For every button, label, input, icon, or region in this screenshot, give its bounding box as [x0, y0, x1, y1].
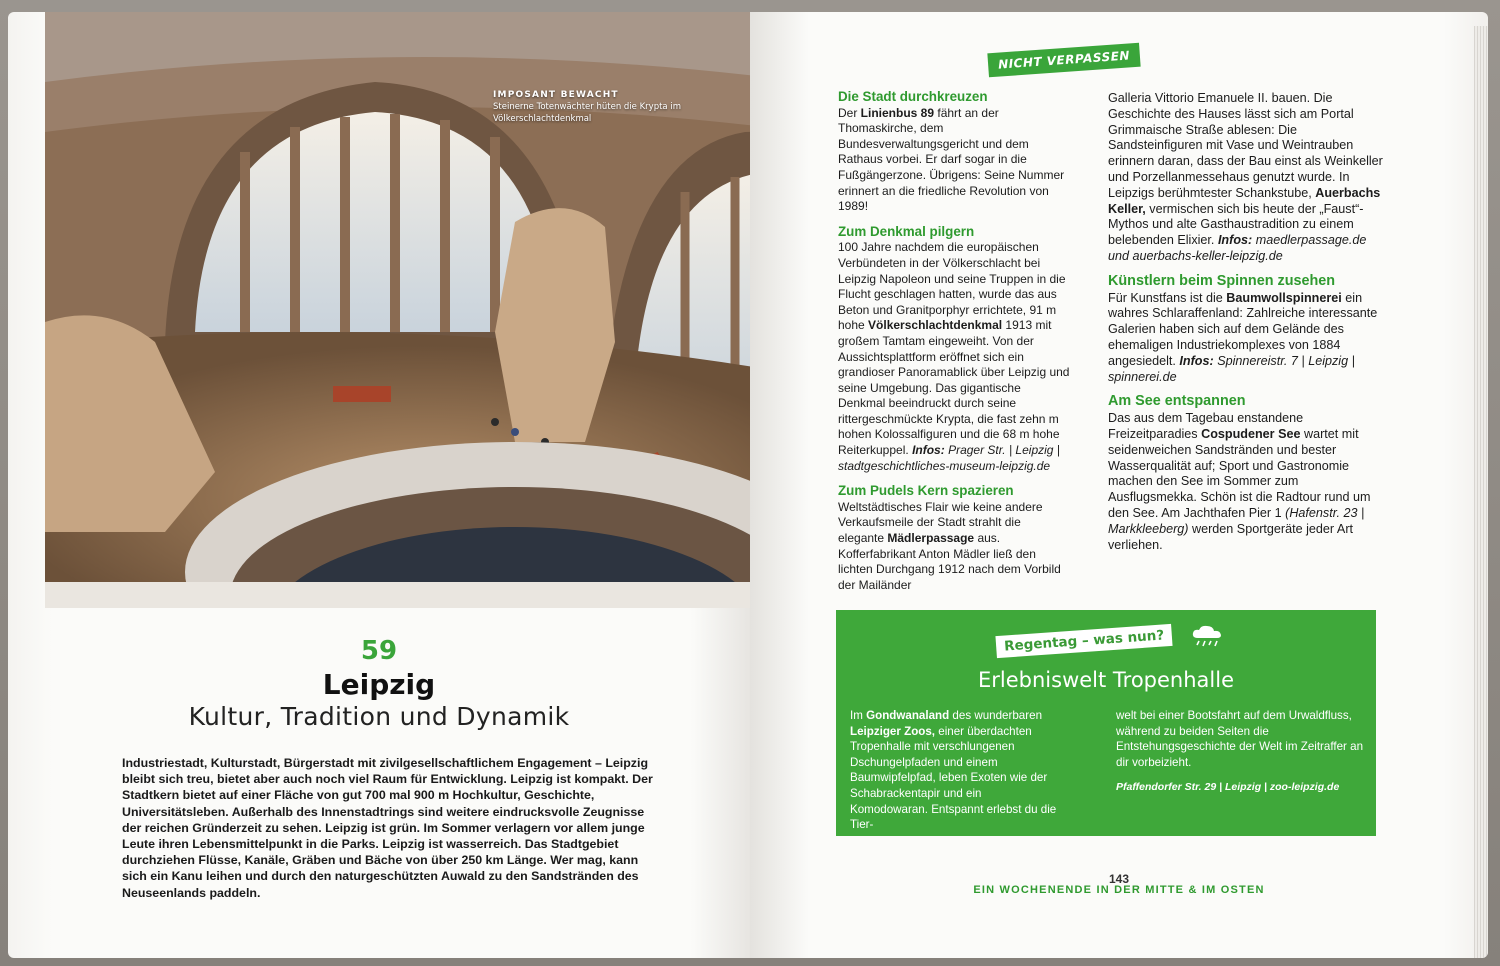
section-body: Galleria Vittorio Emanuele II. bauen. Die Geschichte des Hauses lässt sich am Portal Grimmaische Straße ablesen: Die Sandsteinfiguren mit Vase und Weintrauben erinnern daran, dass der Bau einst als Weinkeller und Porzellanmessehaus genutzt wurde. In Leipzigs berühmtester Schankstube, Auerbachs Keller, vermischen sich bis heute der „Faust“-Mythos und alte Gasthaustradition zu einem belebenden Elixier. Infos: maedlerpassage.de und auerbachs-keller-leipzig.de: [1108, 91, 1383, 263]
city-subtitle: Kultur, Tradition und Dynamik: [188, 702, 570, 731]
caption-text: Steinerne Totenwächter hüten die Krypta im Völkerschlachtdenkmal: [493, 102, 681, 124]
chapter-footer: EIN WOCHENENDE IN DER MITTE & IM OSTEN: [973, 884, 1265, 896]
section-passage-continued: [1108, 91, 1386, 265]
left-page: [8, 12, 750, 958]
section-heading: Künstlern beim Spinnen zusehen: [1108, 272, 1336, 289]
city-title: Leipzig: [322, 668, 436, 701]
intro-text: Industriestadt, Kulturstadt, Bürgerstadt mit zivilgesellschaftlichem Engagement – Leipzig bleibt sich treu, bietet aber auch noch viel Raum für Entwicklung. Leipzig ist kompakt. Der Stadtkern bietet auf einer Fläche von gut 700 mal 900 m Hochkultur, Geschichte, Universitätsleben. Außerhalb des Innenstadtrings sind weitere eindrucksvolle Zeugnisse der reichen Gründerzeit zu sehen. Leipzig ist grün. Im Sommer verlagern vor allem junge Leute ihren Lebensmittelpunkt in die Parks. Leipzig ist wasserreich. Das Stadtgebiet durchziehen Flüsse, Kanäle, Gräben und Bäche von über 250 km Länge. Wer mag, kann sich ein Kanu leihen und durch den naturgeschützten Auwald zu den Sandstränden des Neuseenlands paddeln.: [122, 756, 653, 900]
rain-cloud-icon: [1190, 624, 1224, 650]
section-monument: [838, 224, 1070, 475]
section-heading: Zum Pudels Kern spazieren: [838, 483, 1014, 499]
monument-photo: [45, 12, 750, 608]
rainy-day-text-left: Im Gondwanaland des wunderbaren Leipziger Zoos, einer überdachten Tropenhalle mit verschlungenen Dschungelpfaden und einem Baumwipfelpfad, leben Exoten wie der Schabrackentapir und ein Komodowaran. Entspannt erlebst du die Tier-: [850, 709, 1057, 832]
rainy-day-box: [836, 610, 1376, 836]
rainy-day-title: Erlebniswelt Tropenhalle: [978, 668, 1234, 692]
rainy-day-info: Pfaffendorfer Str. 29 | Leipzig | zoo-leipzig.de: [1116, 781, 1340, 794]
section-passage: [838, 483, 1070, 593]
section-lake: [1108, 394, 1386, 553]
text-column-left: [838, 89, 1070, 602]
page-edges: [1474, 26, 1488, 958]
photo-caption: [493, 90, 693, 125]
chapter-number: 59: [360, 636, 398, 666]
section-heading: Zum Denkmal pilgern: [838, 223, 975, 239]
rainy-day-label: Regentag – was nun?: [995, 624, 1172, 658]
section-body: Der Linienbus 89 fährt an der Thomaskirche, dem Bundesverwaltungsgericht und dem Rathaus vorbei. Er darf sogar in die Fußgängerzone. Übrigens: Seine Nummer erinnert an die friedliche Revolution von 1989!: [838, 105, 1065, 214]
section-body: Das aus dem Tagebau enstandene Freizeitparadies Cospudener See wartet mit seidenweichen Sandstränden und bester Wasserqualität auf; Sport und Gastronomie machen den See im Sommer zum Ausflugsmekka. Schön ist die Radtour rund um den See. Am Jachthafen Pier 1 (Hafenstr. 23 | Markkleeberg) werden Sportgeräte jeder Art verliehen.: [1108, 411, 1371, 552]
section-heading: Am See entspannen: [1108, 393, 1246, 410]
section-body: Weltstädtisches Flair wie keine andere Verkaufsmeile der Stadt strahlt die elegante Mädlerpassage aus. Kofferfabrikant Anton Mädler ließ den lichten Durchgang 1912 nach dem Vorbild der Mailänder: [838, 499, 1061, 592]
section-bus: [838, 89, 1070, 215]
section-heading: Die Stadt durchkreuzen: [838, 89, 988, 104]
must-see-badge: NICHT VERPASSEN: [987, 43, 1140, 78]
caption-title: IMPOSANT BEWACHT: [493, 90, 619, 100]
text-column-right: [1108, 91, 1386, 562]
section-spinnerei: [1108, 274, 1386, 386]
page-number: 143: [1108, 872, 1130, 886]
right-page: [750, 12, 1488, 958]
section-body: 100 Jahre nachdem die europäischen Verbündeten in der Völkerschlacht bei Leipzig Napoleon und seine Truppen in die Flucht geschlagen hatten, wurde das aus Beton und Granitporphyr errichtete, 91 m hohe Völkerschlachtdenkmal 1913 mit großem Tamtam eingeweiht. Von der Aussichtsplattform eröffnet sich ein grandioser Panoramablick über Leipzig und seine Umgebung. Das gigantische Denkmal beeindruckt durch seine rittergeschmückte Krypta, die fast zehn m hohen Kolossalfiguren und die 68 m hohe Reiterkuppel. Infos: Prager Str. | Leipzig | stadtgeschichtliches-museum-leipzig.de: [838, 240, 1070, 473]
rainy-day-text-right: welt bei einer Bootsfahrt auf dem Urwaldfluss, während zu beiden Seiten die Entstehungsgeschichte der Welt im Zeitraffer an dir vorbeizieht. Pfaffendorfer Str. 29 | Leipzig | zoo-leipzig.de: [1116, 708, 1366, 794]
section-body: Für Kunstfans ist die Baumwollspinnerei ein wahres Schlaraffenland: Zahlreiche interessante Galerien haben sich auf dem Gelände des ehemaligen Industriekomplexes von 1884 angesiedelt. Infos: Spinnereistr. 7 | Leipzig | spinnerei.de: [1108, 290, 1378, 384]
